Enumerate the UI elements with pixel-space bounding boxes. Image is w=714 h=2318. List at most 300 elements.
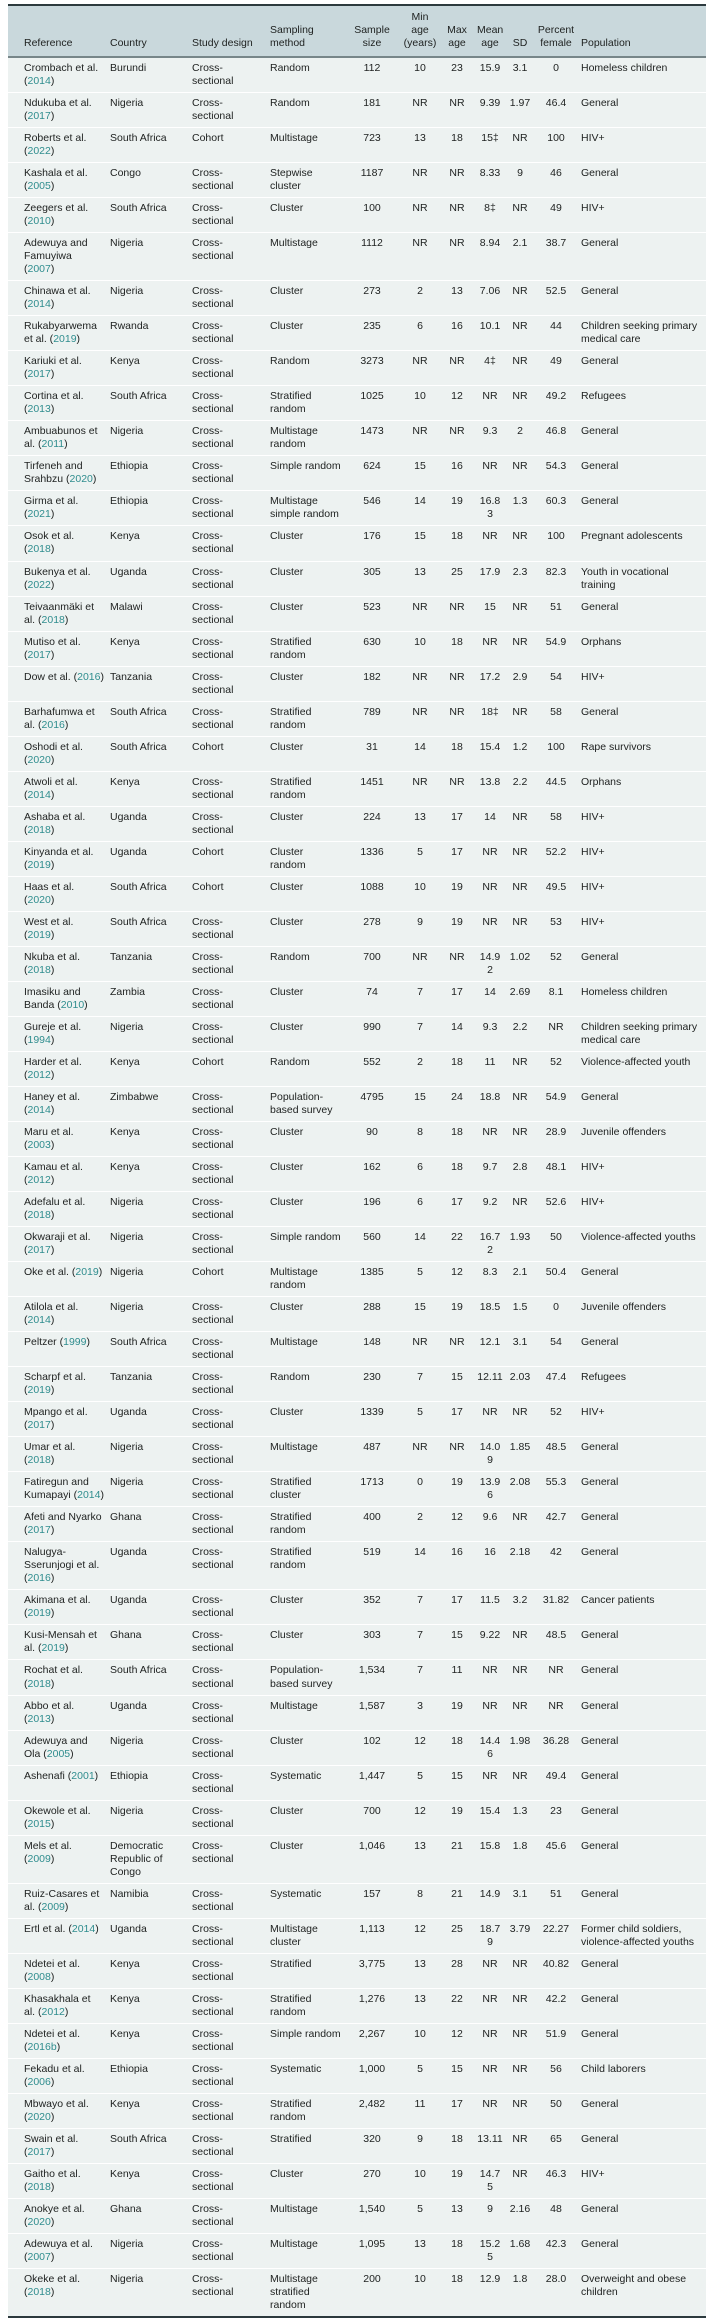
reference-cell: Okewole et al. (2015) xyxy=(8,1800,107,1835)
max-age-cell: 11 xyxy=(440,1660,474,1695)
citation-year-link[interactable]: 2005 xyxy=(46,1747,71,1760)
sampling-method-cell: Population-based survey xyxy=(267,1086,344,1121)
sd-cell: NR xyxy=(506,876,534,911)
mean-age-cell: NR xyxy=(474,1660,506,1695)
percent-female-cell: 49.4 xyxy=(534,1765,578,1800)
min-age-cell: 6 xyxy=(400,1157,440,1192)
country-cell: Uganda xyxy=(107,1695,189,1730)
column-header-population: Population xyxy=(578,6,706,57)
citation-year-link[interactable]: 2011 xyxy=(41,438,65,451)
sd-cell: 2.9 xyxy=(506,666,534,701)
sampling-method-cell: Stratified random xyxy=(267,386,344,421)
min-age-cell: 14 xyxy=(400,1542,440,1590)
citation-year-link[interactable]: 2018 xyxy=(27,1454,51,1467)
max-age-cell: 13 xyxy=(440,281,474,316)
study-design-cell: Cross-sectional xyxy=(189,806,267,841)
percent-female-cell: 52 xyxy=(534,1051,578,1086)
population-cell: HIV+ xyxy=(578,1402,706,1437)
reference-cell: Kashala et al. (2005) xyxy=(8,163,107,198)
citation-year-link[interactable]: 2020 xyxy=(27,753,51,766)
citation-year-link[interactable]: 1999 xyxy=(63,1336,87,1349)
citation-year-link[interactable]: 2007 xyxy=(27,2251,51,2264)
percent-female-cell: NR xyxy=(534,1695,578,1730)
max-age-cell: 14 xyxy=(440,1016,474,1051)
percent-female-cell: NR xyxy=(534,1660,578,1695)
min-age-cell: 13 xyxy=(400,806,440,841)
citation-year-link[interactable]: 2020 xyxy=(27,2110,51,2123)
table-row xyxy=(8,421,706,456)
reference-authors: Kusi-Mensah et al. xyxy=(24,1629,97,1655)
max-age-cell: 21 xyxy=(440,1883,474,1918)
sd-cell: NR xyxy=(506,316,534,351)
mean-age-cell: 14.46 xyxy=(474,1730,506,1765)
reference-cell: Ashenafi (2001) xyxy=(8,1765,107,1800)
citation-year-link[interactable]: 2017 xyxy=(27,1419,51,1432)
population-cell: HIV+ xyxy=(578,911,706,946)
sample-size-cell: 148 xyxy=(344,1332,400,1367)
population-cell: General xyxy=(578,351,706,386)
reference-cell: Fatiregun and Kumapayi (2014) xyxy=(8,1472,107,1507)
citation-year-link[interactable]: 2016 xyxy=(27,1572,51,1585)
sample-size-cell: 157 xyxy=(344,1883,400,1918)
sampling-method-cell: Cluster xyxy=(267,1590,344,1625)
citation-year-link[interactable]: 2014 xyxy=(77,1489,101,1502)
sample-size-cell: 31 xyxy=(344,736,400,771)
sd-cell: NR xyxy=(506,128,534,163)
citation-year-link[interactable]: 2018 xyxy=(27,2180,51,2193)
reference-cell: Haney et al. (2014) xyxy=(8,1086,107,1121)
population-cell: General xyxy=(578,946,706,981)
min-age-cell: 15 xyxy=(400,1297,440,1332)
table-row xyxy=(8,163,706,198)
citation-year-link[interactable]: 2014 xyxy=(27,1103,51,1116)
sd-cell: 1.5 xyxy=(506,1297,534,1332)
citation-year-link[interactable]: 2019 xyxy=(53,333,77,346)
max-age-cell: 12 xyxy=(440,2023,474,2058)
country-cell: Burundi xyxy=(107,57,189,93)
max-age-cell: NR xyxy=(440,233,474,281)
study-design-cell: Cross-sectional xyxy=(189,771,267,806)
max-age-cell: 17 xyxy=(440,1590,474,1625)
sample-size-cell: 1,534 xyxy=(344,1660,400,1695)
sampling-method-cell: Cluster xyxy=(267,596,344,631)
citation-year-link[interactable]: 2013 xyxy=(27,403,51,416)
citation-year-link[interactable]: 2019 xyxy=(27,1384,51,1397)
reference-authors: Harder et al. xyxy=(24,1055,82,1068)
sampling-method-cell: Stepwise cluster xyxy=(267,163,344,198)
mean-age-cell: NR xyxy=(474,526,506,561)
min-age-cell: 5 xyxy=(400,1262,440,1297)
population-cell: General xyxy=(578,1262,706,1297)
citation-year-link[interactable]: 2016 xyxy=(41,718,65,731)
percent-female-cell: 28.9 xyxy=(534,1122,578,1157)
reference-authors: Adefalu et al. xyxy=(24,1196,86,1209)
sample-size-cell: 1713 xyxy=(344,1472,400,1507)
sample-size-cell: 1,000 xyxy=(344,2058,400,2093)
min-age-cell: 13 xyxy=(400,2234,440,2269)
mean-age-cell: 12.11 xyxy=(474,1367,506,1402)
mean-age-cell: 17.2 xyxy=(474,666,506,701)
citation-year-link[interactable]: 2017 xyxy=(27,1524,51,1537)
study-design-cell: Cohort xyxy=(189,841,267,876)
mean-age-cell: 16 xyxy=(474,1542,506,1590)
max-age-cell: 15 xyxy=(440,1625,474,1660)
reference-authors: Okewole et al. xyxy=(24,1804,91,1817)
percent-female-cell: 23 xyxy=(534,1800,578,1835)
table-row xyxy=(8,1988,706,2023)
citation-year-link[interactable]: 2001 xyxy=(71,1769,95,1782)
max-age-cell: 18 xyxy=(440,1122,474,1157)
max-age-cell: NR xyxy=(440,163,474,198)
max-age-cell: 18 xyxy=(440,128,474,163)
citation-year-link[interactable]: 2022 xyxy=(27,145,51,158)
citation-year-link[interactable]: 2010 xyxy=(27,215,51,228)
citation-year-link[interactable]: 2017 xyxy=(27,368,51,381)
min-age-cell: 5 xyxy=(400,2198,440,2233)
citation-year-link[interactable]: 2014 xyxy=(27,788,51,801)
sample-size-cell: 3273 xyxy=(344,351,400,386)
study-design-cell: Cross-sectional xyxy=(189,281,267,316)
sampling-method-cell: Random xyxy=(267,351,344,386)
citation-year-link[interactable]: 2012 xyxy=(41,2005,65,2018)
population-cell: General xyxy=(578,2198,706,2233)
percent-female-cell: 52.6 xyxy=(534,1192,578,1227)
max-age-cell: 23 xyxy=(440,57,474,93)
mean-age-cell: 12.1 xyxy=(474,1332,506,1367)
country-cell: Nigeria xyxy=(107,1297,189,1332)
citation-year-link[interactable]: 2006 xyxy=(27,2075,51,2088)
sd-cell: 9 xyxy=(506,163,534,198)
citation-year-link[interactable]: 2020 xyxy=(69,473,93,486)
citation-year-link[interactable]: 2018 xyxy=(27,963,51,976)
study-design-cell: Cross-sectional xyxy=(189,1883,267,1918)
percent-female-cell: 54 xyxy=(534,666,578,701)
citation-year-link[interactable]: 2014 xyxy=(27,1314,51,1327)
population-cell: Former child soldiers, violence-affected youths xyxy=(578,1918,706,1953)
mean-age-cell: NR xyxy=(474,911,506,946)
reference-authors: Oshodi et al. xyxy=(24,740,83,753)
citation-year-link[interactable]: 2018 xyxy=(27,543,51,556)
study-design-cell: Cohort xyxy=(189,1051,267,1086)
citation-year-link[interactable]: 2014 xyxy=(27,298,51,311)
min-age-cell: NR xyxy=(400,93,440,128)
citation-year-link[interactable]: 2021 xyxy=(27,508,51,521)
min-age-cell: 7 xyxy=(400,1660,440,1695)
percent-female-cell: 49.5 xyxy=(534,876,578,911)
citation-year-link[interactable]: 1994 xyxy=(27,1033,51,1046)
citation-year-link[interactable]: 2018 xyxy=(27,1209,51,1222)
study-design-cell: Cross-sectional xyxy=(189,631,267,666)
study-design-cell: Cross-sectional xyxy=(189,351,267,386)
percent-female-cell: 52.5 xyxy=(534,281,578,316)
percent-female-cell: 51 xyxy=(534,1883,578,1918)
sd-cell: 2.2 xyxy=(506,1016,534,1051)
percent-female-cell: 38.7 xyxy=(534,233,578,281)
population-cell: General xyxy=(578,1332,706,1367)
citation-year-link[interactable]: 2014 xyxy=(71,1922,96,1935)
citation-year-link[interactable]: 2005 xyxy=(27,180,51,193)
country-cell: Nigeria xyxy=(107,1227,189,1262)
min-age-cell: NR xyxy=(400,701,440,736)
sampling-method-cell: Multistage xyxy=(267,2198,344,2233)
mean-age-cell: 8.33 xyxy=(474,163,506,198)
sd-cell: 3.2 xyxy=(506,1590,534,1625)
population-cell: General xyxy=(578,1542,706,1590)
reference-authors: Ertl et al. xyxy=(24,1922,66,1935)
study-design-cell: Cross-sectional xyxy=(189,1730,267,1765)
mean-age-cell: 14.92 xyxy=(474,946,506,981)
reference-authors: Ruiz-Casares et al. xyxy=(24,1887,100,1913)
sd-cell: 1.2 xyxy=(506,736,534,771)
sd-cell: 2.18 xyxy=(506,1542,534,1590)
sample-size-cell: 487 xyxy=(344,1437,400,1472)
population-cell: Cancer patients xyxy=(578,1590,706,1625)
population-cell: General xyxy=(578,456,706,491)
sampling-method-cell: Cluster xyxy=(267,281,344,316)
percent-female-cell: 40.82 xyxy=(534,1953,578,1988)
sampling-method-cell: Cluster xyxy=(267,2163,344,2198)
citation-year-link[interactable]: 2017 xyxy=(27,110,51,123)
table-row xyxy=(8,1122,706,1157)
citation-year-link[interactable]: 2018 xyxy=(41,613,65,626)
citation-year-link[interactable]: 2018 xyxy=(27,2286,51,2299)
max-age-cell: 19 xyxy=(440,1472,474,1507)
population-cell: HIV+ xyxy=(578,128,706,163)
sample-size-cell: 2,267 xyxy=(344,2023,400,2058)
sample-size-cell: 519 xyxy=(344,1542,400,1590)
citation-year-link[interactable]: 2007 xyxy=(27,263,51,276)
sampling-method-cell: Stratified random xyxy=(267,1507,344,1542)
mean-age-cell: NR xyxy=(474,2093,506,2128)
reference-authors: Maru et al. xyxy=(24,1126,74,1138)
sample-size-cell: 100 xyxy=(344,198,400,233)
citation-year-link[interactable]: 2008 xyxy=(27,1970,51,1983)
min-age-cell: NR xyxy=(400,233,440,281)
country-cell: Zimbabwe xyxy=(107,1086,189,1121)
citation-year-link[interactable]: 2019 xyxy=(27,858,51,871)
sampling-method-cell: Stratified random xyxy=(267,771,344,806)
table-row xyxy=(8,1157,706,1192)
max-age-cell: 16 xyxy=(440,1542,474,1590)
mean-age-cell: 15.8 xyxy=(474,1835,506,1883)
sampling-method-cell: Cluster xyxy=(267,1402,344,1437)
country-cell: Kenya xyxy=(107,771,189,806)
country-cell: South Africa xyxy=(107,128,189,163)
population-cell: General xyxy=(578,1625,706,1660)
table-row xyxy=(8,736,706,771)
table-row xyxy=(8,631,706,666)
population-cell: HIV+ xyxy=(578,876,706,911)
mean-age-cell: 14 xyxy=(474,981,506,1016)
citation-year-link[interactable]: 2016 xyxy=(77,670,101,683)
min-age-cell: NR xyxy=(400,771,440,806)
citation-year-link[interactable]: 2017 xyxy=(27,648,51,661)
column-header-country: Country xyxy=(107,6,189,57)
country-cell: Kenya xyxy=(107,1051,189,1086)
min-age-cell: 2 xyxy=(400,1051,440,1086)
sampling-method-cell: Random xyxy=(267,1051,344,1086)
sd-cell: 1.8 xyxy=(506,2269,534,2317)
reference-cell: Atilola et al. (2014) xyxy=(8,1297,107,1332)
max-age-cell: 13 xyxy=(440,2198,474,2233)
citation-year-link[interactable]: 2017 xyxy=(27,2145,51,2158)
sample-size-cell: 102 xyxy=(344,1730,400,1765)
reference-authors: Imasiku and Banda xyxy=(24,985,81,1011)
citation-year-link[interactable]: 2016b xyxy=(27,2040,57,2053)
citation-year-link[interactable]: 2014 xyxy=(27,75,51,88)
reference-cell: Adewuya and Ola (2005) xyxy=(8,1730,107,1765)
sampling-method-cell: Cluster xyxy=(267,1800,344,1835)
min-age-cell: 10 xyxy=(400,2163,440,2198)
max-age-cell: 19 xyxy=(440,1297,474,1332)
min-age-cell: 5 xyxy=(400,841,440,876)
country-cell: Kenya xyxy=(107,1122,189,1157)
country-cell: Ghana xyxy=(107,1507,189,1542)
max-age-cell: 22 xyxy=(440,1227,474,1262)
sample-size-cell: 630 xyxy=(344,631,400,666)
reference-cell: Bukenya et al. (2022) xyxy=(8,561,107,596)
mean-age-cell: 7.06 xyxy=(474,281,506,316)
citation-year-link[interactable]: 2017 xyxy=(27,1244,51,1257)
population-cell: General xyxy=(578,1660,706,1695)
reference-cell: Ndukuba et al. (2017) xyxy=(8,93,107,128)
reference-cell: Ashaba et al. (2018) xyxy=(8,806,107,841)
max-age-cell: 16 xyxy=(440,456,474,491)
citation-year-link[interactable]: 2009 xyxy=(27,1852,51,1865)
country-cell: Kenya xyxy=(107,2023,189,2058)
country-cell: Nigeria xyxy=(107,2234,189,2269)
sampling-method-cell: Stratified random xyxy=(267,2093,344,2128)
country-cell: Tanzania xyxy=(107,1367,189,1402)
citation-year-link[interactable]: 2019 xyxy=(75,1266,99,1279)
sampling-method-cell: Systematic xyxy=(267,1883,344,1918)
citation-year-link[interactable]: 2010 xyxy=(60,998,85,1011)
sampling-method-cell: Stratified xyxy=(267,1953,344,1988)
country-cell: Namibia xyxy=(107,1883,189,1918)
citation-year-link[interactable]: 2009 xyxy=(41,1900,65,1913)
reference-cell: Ndetei et al. (2008) xyxy=(8,1953,107,1988)
min-age-cell: 13 xyxy=(400,561,440,596)
citation-year-link[interactable]: 2018 xyxy=(27,1677,51,1690)
country-cell: Ghana xyxy=(107,2198,189,2233)
table-row xyxy=(8,2234,706,2269)
sample-size-cell: 182 xyxy=(344,666,400,701)
citation-year-link[interactable]: 2019 xyxy=(41,1642,65,1655)
sample-size-cell: 1,276 xyxy=(344,1988,400,2023)
table-row xyxy=(8,1227,706,1262)
mean-age-cell: 9.39 xyxy=(474,93,506,128)
study-design-cell: Cross-sectional xyxy=(189,1765,267,1800)
citation-year-link[interactable]: 2015 xyxy=(27,1817,51,1830)
table-row xyxy=(8,57,706,93)
citation-year-link[interactable]: 2019 xyxy=(27,1607,51,1620)
population-cell: Children seeking primary medical care xyxy=(578,1016,706,1051)
reference-cell: Umar et al. (2018) xyxy=(8,1437,107,1472)
percent-female-cell: 22.27 xyxy=(534,1918,578,1953)
sampling-method-cell: Cluster xyxy=(267,1122,344,1157)
sampling-method-cell: Cluster xyxy=(267,526,344,561)
citation-year-link[interactable]: 2022 xyxy=(27,578,51,591)
country-cell: South Africa xyxy=(107,736,189,771)
sample-size-cell: 560 xyxy=(344,1227,400,1262)
citation-year-link[interactable]: 2020 xyxy=(27,893,51,906)
country-cell: Nigeria xyxy=(107,1800,189,1835)
table-row xyxy=(8,2093,706,2128)
max-age-cell: 17 xyxy=(440,841,474,876)
study-design-cell: Cross-sectional xyxy=(189,491,267,526)
study-design-cell: Cross-sectional xyxy=(189,163,267,198)
reference-authors: Rochat et al. xyxy=(24,1664,83,1677)
percent-female-cell: 58 xyxy=(534,806,578,841)
mean-age-cell: 16.72 xyxy=(474,1227,506,1262)
study-design-cell: Cross-sectional xyxy=(189,1800,267,1835)
citation-year-link[interactable]: 2003 xyxy=(27,1139,51,1152)
sampling-method-cell: Stratified random xyxy=(267,631,344,666)
sample-size-cell: 288 xyxy=(344,1297,400,1332)
percent-female-cell: 49 xyxy=(534,198,578,233)
reference-cell: Mpango et al. (2017) xyxy=(8,1402,107,1437)
column-header-sd: SD xyxy=(506,6,534,57)
population-cell: General xyxy=(578,2093,706,2128)
study-design-cell: Cross-sectional xyxy=(189,1472,267,1507)
citation-year-link[interactable]: 2013 xyxy=(27,1712,51,1725)
sd-cell: NR xyxy=(506,911,534,946)
max-age-cell: 19 xyxy=(440,876,474,911)
population-cell: General xyxy=(578,1507,706,1542)
sampling-method-cell: Cluster xyxy=(267,1192,344,1227)
citation-year-link[interactable]: 2020 xyxy=(27,2215,51,2228)
reference-authors: Abbo et al. xyxy=(24,1699,75,1712)
population-cell: Violence-affected youths xyxy=(578,1227,706,1262)
reference-authors: Haas et al. xyxy=(24,880,75,893)
table-row xyxy=(8,1472,706,1507)
sd-cell: 2.1 xyxy=(506,1262,534,1297)
citation-year-link[interactable]: 2019 xyxy=(27,928,51,941)
sample-size-cell: 1,540 xyxy=(344,2198,400,2233)
sample-size-cell: 723 xyxy=(344,128,400,163)
citation-year-link[interactable]: 2012 xyxy=(27,1068,51,1081)
min-age-cell: 7 xyxy=(400,1590,440,1625)
table-row xyxy=(8,233,706,281)
country-cell: Nigeria xyxy=(107,93,189,128)
reference-cell: Khasakhala et al. (2012) xyxy=(8,1988,107,2023)
study-design-cell: Cross-sectional xyxy=(189,1695,267,1730)
max-age-cell: 18 xyxy=(440,1157,474,1192)
citation-year-link[interactable]: 2012 xyxy=(27,1174,51,1187)
sampling-method-cell: Stratified xyxy=(267,2128,344,2163)
country-cell: South Africa xyxy=(107,2128,189,2163)
population-cell: General xyxy=(578,596,706,631)
citation-year-link[interactable]: 2018 xyxy=(27,823,51,836)
country-cell: Zambia xyxy=(107,981,189,1016)
min-age-cell: NR xyxy=(400,163,440,198)
table-row xyxy=(8,1590,706,1625)
country-cell: Ghana xyxy=(107,1625,189,1660)
mean-age-cell: 15.9 xyxy=(474,57,506,93)
min-age-cell: 5 xyxy=(400,1402,440,1437)
table-row xyxy=(8,1800,706,1835)
country-cell: Ethiopia xyxy=(107,1765,189,1800)
study-design-cell: Cross-sectional xyxy=(189,1625,267,1660)
table-row xyxy=(8,2023,706,2058)
population-cell: Youth in vocational training xyxy=(578,561,706,596)
sampling-method-cell: Multistage xyxy=(267,2234,344,2269)
sampling-method-cell: Cluster xyxy=(267,1625,344,1660)
percent-female-cell: 53 xyxy=(534,911,578,946)
sample-size-cell: 235 xyxy=(344,316,400,351)
reference-cell: Afeti and Nyarko (2017) xyxy=(8,1507,107,1542)
population-cell: HIV+ xyxy=(578,2163,706,2198)
